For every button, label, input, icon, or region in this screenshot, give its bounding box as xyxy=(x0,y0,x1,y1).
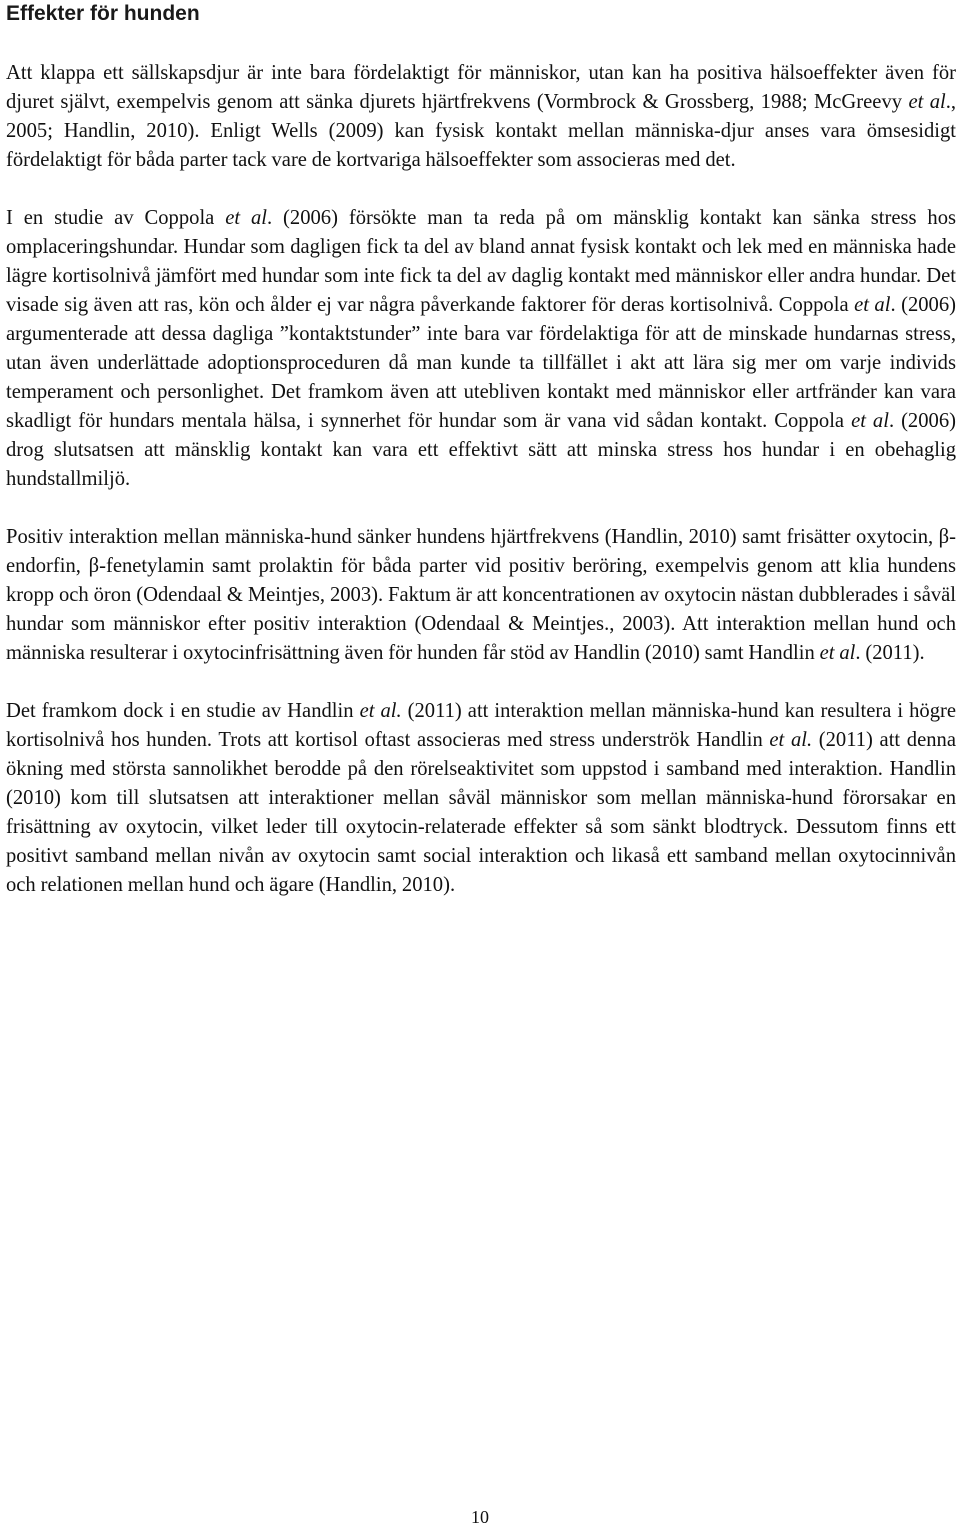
paragraph-3 xyxy=(6,523,956,668)
paragraph-text-run: (2011) att interaktion mellan människa-hund kan resultera i högre kortisolnivå hos hunden. Trots att kortisol oftast associeras med stress underströk Handlin xyxy=(6,700,956,751)
document-page xyxy=(6,0,956,900)
paragraph-text-run: . (2006) argumenterade att dessa dagliga ”kontaktstunder” inte bara var fördelaktiga för att de minskade hundarnas stress, utan även underlättade adoptionsproceduren då man kunde ta tillfället i akt att lära sig mer om varje individs temperament och personlighet. Det framkom även att utebliven kontakt med människor eller artfränder kan vara skadligt för hundars mentala hälsa, i synnerhet för hundar som är vana vid sådan kontakt. Coppola xyxy=(6,294,956,432)
italic-citation-text: et al. xyxy=(769,729,813,751)
page-number: 10 xyxy=(471,1507,489,1527)
paragraph-text-run: I en studie av Coppola xyxy=(6,207,226,229)
paragraph-text-run: ., 2005; Handlin, 2010). Enligt Wells (2009) kan fysisk kontakt mellan människa-djur anses vara ömsesidigt fördelaktigt för båda parter tack vare de kortvariga hälsoeffekter som associeras med det. xyxy=(6,91,957,171)
italic-citation-text: et al xyxy=(908,91,946,113)
paragraph-2 xyxy=(6,204,956,494)
paragraph-4 xyxy=(6,697,956,900)
paragraph-text-run: . (2011). xyxy=(855,642,925,664)
paragraph-text-run: . (2006) försökte man ta reda på om mänsklig kontakt kan sänka stress hos omplaceringshundar. Hundar som dagligen fick ta del av bland annat fysisk kontakt och lek med en människa hade lägre kortisolnivå jämfört med hundar som inte fick ta del av daglig kontakt med människor eller andra hundar. Det visade sig även att ras, kön och ålder ej var några påverkande faktorer för deras kortisolnivå. Coppola xyxy=(6,207,957,316)
italic-citation-text: et al xyxy=(854,294,891,316)
italic-citation-text: et al xyxy=(225,207,267,229)
paragraph-text-run: (2011) att denna ökning med största sannolikhet berodde på den rörelseaktivitet som uppstod i samband med interaktion. Handlin (2010) kom till slutsatsen att interaktioner mellan såväl människor som mellan människa-hund förorsakar en frisättning av oxytocin, vilket leder till oxytocin-relaterade effekter så som sänkt blodtryck. Dessutom finns ett positivt samband mellan nivån av oxytocin samt social interaktion och likaså ett samband mellan oxytocinnivån och relationen mellan hund och ägare (Handlin, 2010). xyxy=(6,729,956,896)
italic-citation-text: et al xyxy=(851,410,889,432)
paragraph-text-run: Positiv interaktion mellan människa-hund sänker hundens hjärtfrekvens (Handlin, 2010) samt frisätter oxytocin, β-endorfin, β-fenetylamin samt prolaktin för båda parter vid positiv beröring, exempelvis genom att klia hundens kropp och öron (Odendaal & Meintjes, 2003). Faktum är att koncentrationen av oxytocin nästan dubblerades i såväl hundar som människor efter positiv interaktion (Odendaal & Meintjes., 2003). Att interaktion mellan hund och människa resulterar i oxytocinfrisättning även för hunden får stöd av Handlin (2010) samt Handlin xyxy=(6,526,956,664)
section-heading: Effekter för hunden xyxy=(6,2,200,25)
paragraph-text-run: Att klappa ett sällskapsdjur är inte bara fördelaktigt för människor, utan kan ha positiva hälsoeffekter även för djuret självt, exempelvis genom att sänka djurets hjärtfrekvens (Vormbrock & Grossberg, 1988; McGreevy xyxy=(6,62,956,113)
paragraph-text-run: Det framkom dock i en studie av Handlin xyxy=(6,700,360,722)
paragraph-text-run: . (2006) drog slutsatsen att mänsklig kontakt kan vara ett effektivt sätt att minska stress hos hundar i en obehaglig hundstallmiljö. xyxy=(6,410,956,490)
paragraph-1 xyxy=(6,59,956,175)
italic-citation-text: et al xyxy=(819,642,856,664)
italic-citation-text: et al. xyxy=(359,700,402,722)
